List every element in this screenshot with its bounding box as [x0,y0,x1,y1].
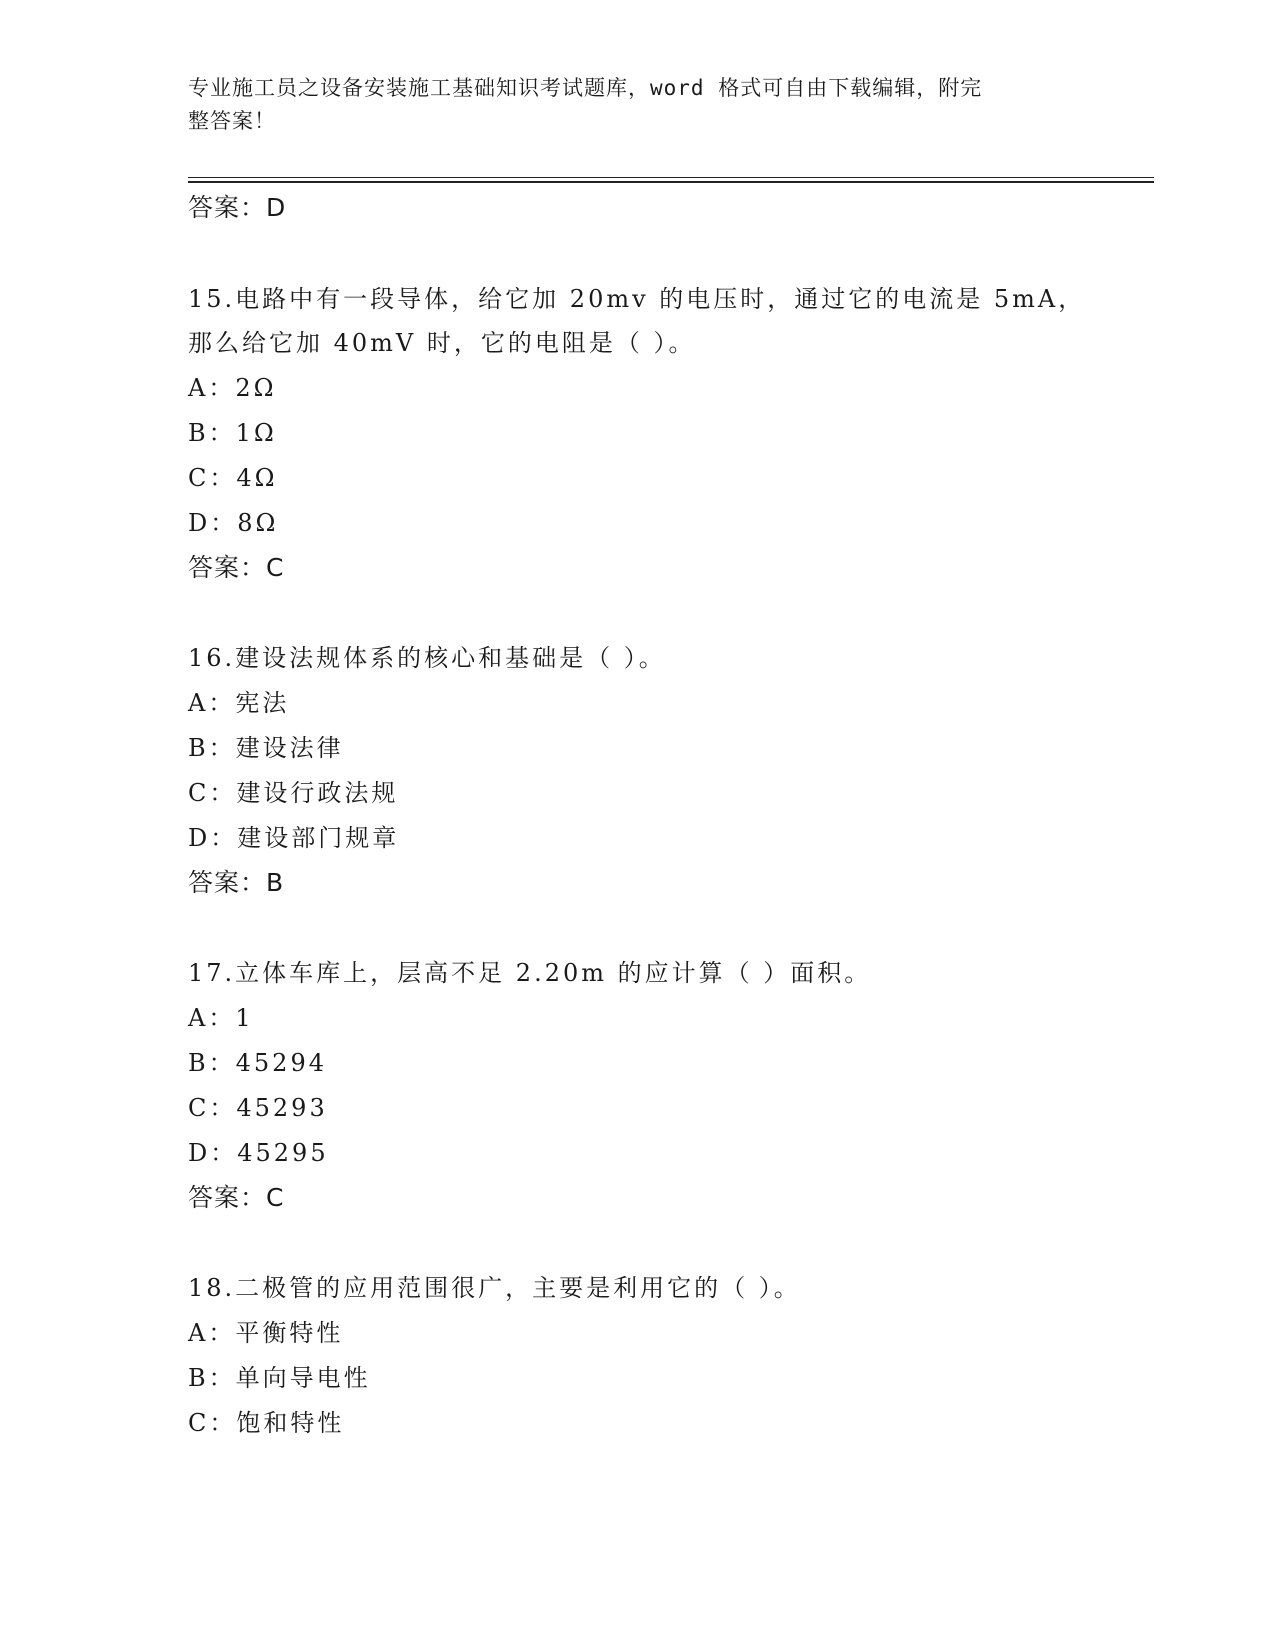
q17-option-d: D：45295 [188,1139,329,1167]
q16-answer: 答案：B [188,868,285,897]
q17-option-c: C：45293 [188,1094,328,1122]
q15-answer: 答案：C [188,553,285,582]
q18-option-a: A：平衡特性 [188,1319,344,1347]
q15-stem-line-1: 15.电路中有一段导体，给它加 20mv 的电压时，通过它的电流是 5mA， [188,285,1086,313]
header-divider-thick [188,181,1154,183]
q17-option-a: A：1 [188,1004,254,1032]
q16-option-d: D：建设部门规章 [188,824,400,852]
q17-stem: 17.立体车库上，层高不足 2.20m 的应计算（ ）面积。 [188,959,872,987]
header-line-1: 专业施工员之设备安装施工基础知识考试题库，word 格式可自由下载编辑，附完 [188,76,983,100]
header-divider-thin [188,177,1154,178]
q17-answer: 答案：C [188,1183,285,1212]
q18-option-b: B：单向导电性 [188,1364,371,1392]
header-line-2: 整答案！ [188,109,276,133]
q17-option-b: B：45294 [188,1049,327,1077]
q15-option-d: D：8Ω [188,509,279,537]
q16-stem: 16.建设法规体系的核心和基础是（ ）。 [188,644,666,672]
q16-option-a: A：宪法 [188,689,290,717]
q16-option-c: C：建设行政法规 [188,779,399,807]
q15-stem-line-2: 那么给它加 40mV 时，它的电阻是（ ）。 [188,329,696,357]
answer-previous: 答案：D [188,193,287,222]
q16-option-b: B：建设法律 [188,734,344,762]
q15-option-c: C：4Ω [188,464,278,492]
q15-option-b: B：1Ω [188,419,277,447]
document-header [188,72,1068,138]
q18-stem: 18.二极管的应用范围很广，主要是利用它的（ ）。 [188,1274,801,1302]
q18-option-c: C：饱和特性 [188,1409,345,1437]
q15-option-a: A：2Ω [188,374,277,402]
